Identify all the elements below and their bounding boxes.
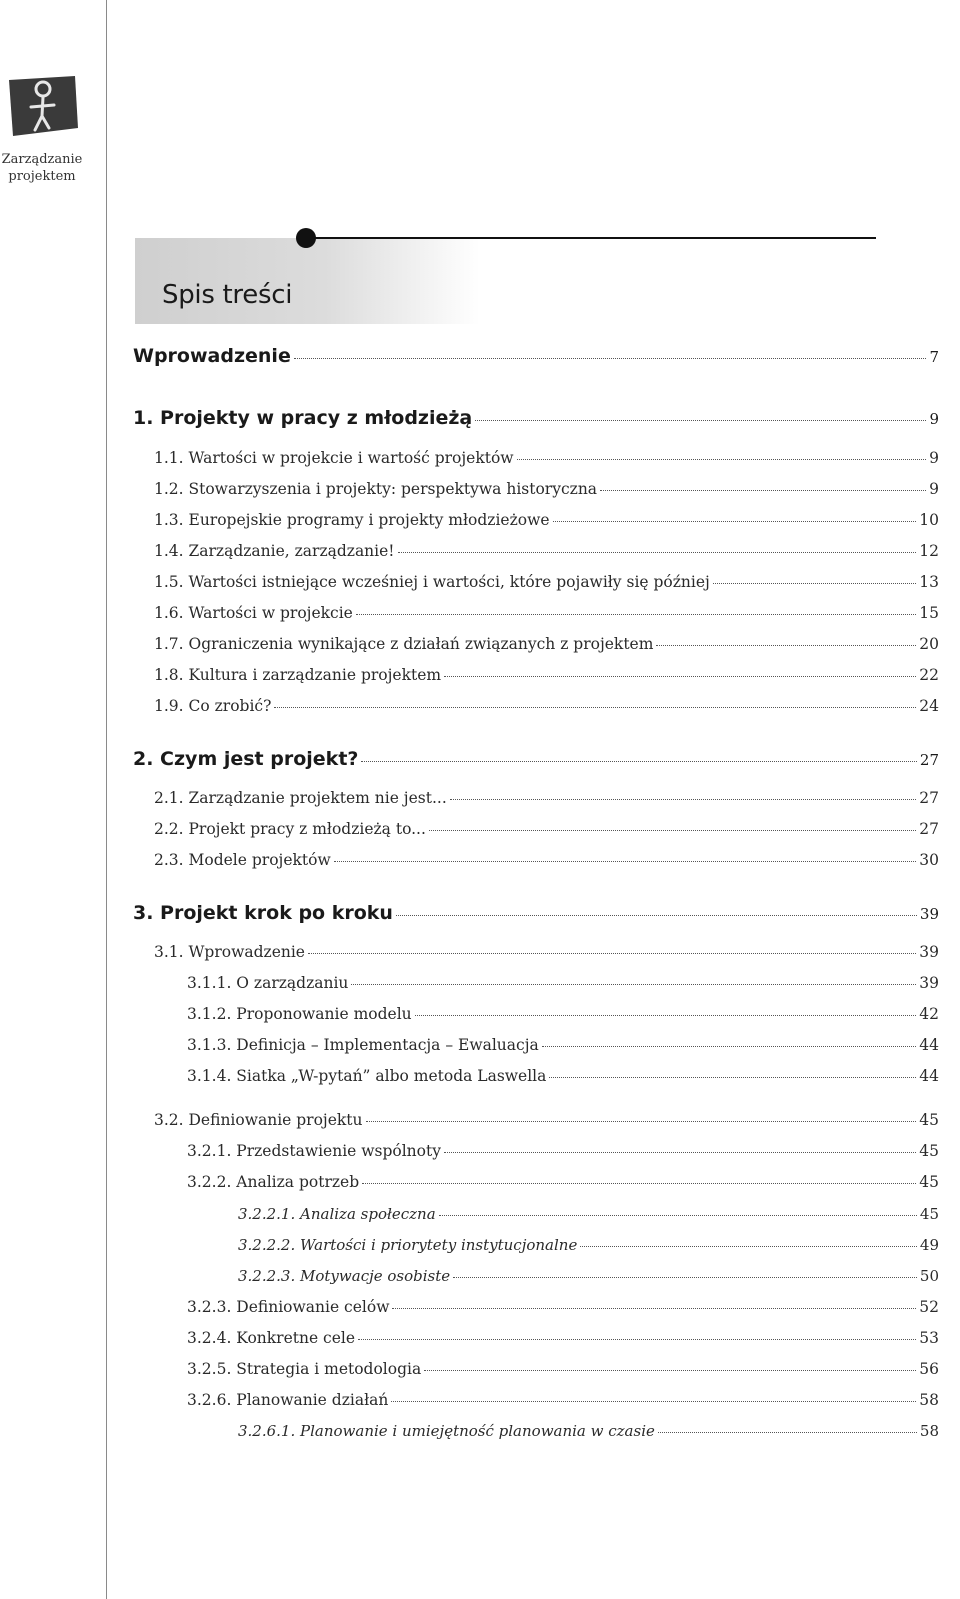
toc-page-number: 27 (919, 820, 939, 838)
toc-dot-leader (600, 489, 926, 491)
toc-section-row (154, 789, 939, 807)
toc-section-row (187, 1329, 939, 1347)
toc-entry-title: 3.2.6.1. Planowanie i umiejętność planowania w czasie (238, 1422, 655, 1440)
toc-entry-title: 2.2. Projekt pracy z młodzieżą to... (154, 820, 426, 838)
toc-page-number: 42 (919, 1005, 939, 1023)
toc-section-row (187, 1036, 939, 1054)
toc-entry-title: 3.2. Definiowanie projektu (154, 1111, 363, 1129)
toc-page-number: 52 (919, 1298, 939, 1316)
toc-page-number: 9 (929, 480, 939, 498)
toc-page-number: 53 (919, 1329, 939, 1347)
toc-subsubsection-row (238, 1236, 939, 1254)
toc-dot-leader (656, 644, 916, 646)
toc-dot-leader (366, 1120, 917, 1122)
toc-section-row (154, 542, 939, 560)
toc-dot-leader (580, 1245, 917, 1247)
toc-dot-leader (542, 1045, 917, 1047)
toc-dot-leader (444, 1151, 916, 1153)
toc-dot-leader (356, 613, 916, 615)
toc-dot-leader (351, 983, 916, 985)
toc-entry-title: 1.3. Europejskie programy i projekty młodzieżowe (154, 511, 550, 529)
toc-dot-leader (334, 860, 917, 862)
toc-dot-leader (358, 1338, 916, 1340)
toc-page-number: 58 (919, 1391, 939, 1409)
toc-chapter-row (133, 407, 939, 429)
toc-section-row (154, 666, 939, 684)
toc-page-number: 44 (919, 1067, 939, 1085)
toc-page-number: 15 (919, 604, 939, 622)
toc-page-number: 27 (919, 789, 939, 807)
toc-dot-leader (429, 829, 916, 831)
toc-section-row (187, 974, 939, 992)
toc-subsubsection-row (238, 1422, 939, 1440)
toc-dot-leader (294, 357, 927, 359)
toc-page-number: 56 (919, 1360, 939, 1378)
toc-section-row (154, 697, 939, 715)
toc-dot-leader (424, 1369, 916, 1371)
sidebar-label-line2: projektem (8, 169, 76, 184)
toc-section-row (154, 511, 939, 529)
toc-page-number: 7 (929, 348, 939, 366)
margin-rule (106, 0, 107, 1599)
toc-page-number: 22 (919, 666, 939, 684)
toc-chapter-row (133, 345, 939, 367)
toc-dot-leader (549, 1076, 916, 1078)
toc-entry-title: 3.2.2.3. Motywacje osobiste (238, 1267, 451, 1285)
toc-page-number: 45 (919, 1142, 939, 1160)
toc-section-row (154, 604, 939, 622)
toc-dot-leader (444, 675, 916, 677)
toc-page-number: 9 (929, 449, 939, 467)
toc-entry-title: 3.1. Wprowadzenie (154, 943, 305, 961)
toc-page-number: 45 (919, 1205, 939, 1223)
toc-entry-title: 2.3. Modele projektów (154, 851, 331, 869)
toc-dot-leader (439, 1214, 917, 1216)
toc-page-number: 12 (919, 542, 939, 560)
toc-entry-title: 3.1.1. O zarządzaniu (187, 974, 349, 992)
toc-section-row (154, 943, 939, 961)
toc-dot-leader (274, 706, 916, 708)
toc-page-number: 10 (919, 511, 939, 529)
toc-section-row (187, 1360, 939, 1378)
toc-page-number: 50 (919, 1267, 939, 1285)
toc-entry-title: 1.9. Co zrobić? (154, 697, 272, 715)
header-rule (310, 237, 876, 239)
toc-dot-leader (517, 458, 927, 460)
toc-chapter-row (133, 902, 939, 924)
toc-dot-leader (553, 520, 917, 522)
toc-entry-title: 3.2.4. Konkretne cele (187, 1329, 356, 1347)
toc-dot-leader (475, 419, 926, 421)
toc-page-number: 39 (919, 943, 939, 961)
sidebar-label-line1: Zarządzanie (1, 152, 83, 167)
toc-page-number: 13 (919, 573, 939, 591)
toc-dot-leader (362, 1182, 916, 1184)
toc-entry-title: 3.1.4. Siatka „W-pytań” albo metoda Laswella (187, 1067, 547, 1085)
toc-page-number: 27 (919, 751, 939, 769)
header-dot (296, 228, 316, 248)
toc-section-row (154, 480, 939, 498)
toc-entry-title: 3. Projekt krok po kroku (133, 902, 393, 924)
toc-dot-leader (658, 1431, 917, 1433)
toc-page-number: 44 (919, 1036, 939, 1054)
toc-entry-title: 3.2.2. Analiza potrzeb (187, 1173, 360, 1191)
toc-entry-title: 3.2.2.2. Wartości i priorytety instytucjonalne (238, 1236, 578, 1254)
toc-entry-title: Wprowadzenie (133, 345, 291, 367)
toc-dot-leader (713, 582, 916, 584)
toc-section-row (154, 1111, 939, 1129)
toc-dot-leader (392, 1307, 916, 1309)
toc-entry-title: 1.7. Ograniczenia wynikające z działań związanych z projektem (154, 635, 654, 653)
toc-page-number: 39 (919, 905, 939, 923)
toc-entry-title: 3.1.3. Definicja – Implementacja – Ewaluacja (187, 1036, 539, 1054)
toc-chapter-row (133, 748, 939, 770)
toc-dot-leader (308, 952, 916, 954)
toc-entry-title: 1.2. Stowarzyszenia i projekty: perspektywa historyczna (154, 480, 598, 498)
toc-entry-title: 1. Projekty w pracy z młodzieżą (133, 407, 473, 429)
toc-entry-title: 3.2.2.1. Analiza społeczna (238, 1205, 436, 1223)
toc-page-number: 58 (919, 1422, 939, 1440)
sidebar-label (0, 151, 84, 185)
toc-page-number: 39 (919, 974, 939, 992)
toc-subsubsection-row (238, 1205, 939, 1223)
toc-page-number: 45 (919, 1173, 939, 1191)
toc-dot-leader (398, 551, 917, 553)
toc-dot-leader (396, 914, 917, 916)
toc-entry-title: 2.1. Zarządzanie projektem nie jest... (154, 789, 447, 807)
toc-subsubsection-row (238, 1267, 939, 1285)
toc-entry-title: 1.6. Wartości w projekcie (154, 604, 353, 622)
toc-section-row (154, 635, 939, 653)
toc-page-number: 45 (919, 1111, 939, 1129)
toc-section-row (154, 851, 939, 869)
toc-section-row (187, 1391, 939, 1409)
toc-page-number: 30 (919, 851, 939, 869)
toc-entry-title: 2. Czym jest projekt? (133, 748, 359, 770)
toc-section-row (154, 573, 939, 591)
toc-entry-title: 3.2.6. Planowanie działań (187, 1391, 389, 1409)
toc-dot-leader (450, 798, 917, 800)
toc-entry-title: 1.4. Zarządzanie, zarządzanie! (154, 542, 395, 560)
toc-section-row (187, 1142, 939, 1160)
toc-page-number: 9 (929, 410, 939, 428)
toc-dot-leader (361, 760, 916, 762)
toc-entry-title: 3.2.3. Definiowanie celów (187, 1298, 390, 1316)
toc-dot-leader (391, 1400, 916, 1402)
toc-section-row (187, 1298, 939, 1316)
toc-section-row (187, 1173, 939, 1191)
toc-entry-title: 3.2.5. Strategia i metodologia (187, 1360, 422, 1378)
toc-dot-leader (453, 1276, 917, 1278)
toc-section-row (187, 1067, 939, 1085)
toc-entry-title: 1.8. Kultura i zarządzanie projektem (154, 666, 442, 684)
page-title: Spis treści (162, 280, 293, 310)
toc-page-number: 24 (919, 697, 939, 715)
toc-dot-leader (415, 1014, 917, 1016)
figure-walking-logo-icon (5, 76, 79, 136)
toc-section-row (154, 820, 939, 838)
toc-entry-title: 1.5. Wartości istniejące wcześniej i wartości, które pojawiły się później (154, 573, 710, 591)
toc-entry-title: 3.2.1. Przedstawienie wspólnoty (187, 1142, 441, 1160)
toc-page-number: 49 (919, 1236, 939, 1254)
toc-entry-title: 1.1. Wartości w projekcie i wartość projektów (154, 449, 514, 467)
toc-section-row (154, 449, 939, 467)
toc-entry-title: 3.1.2. Proponowanie modelu (187, 1005, 412, 1023)
toc-page-number: 20 (919, 635, 939, 653)
toc-section-row (187, 1005, 939, 1023)
